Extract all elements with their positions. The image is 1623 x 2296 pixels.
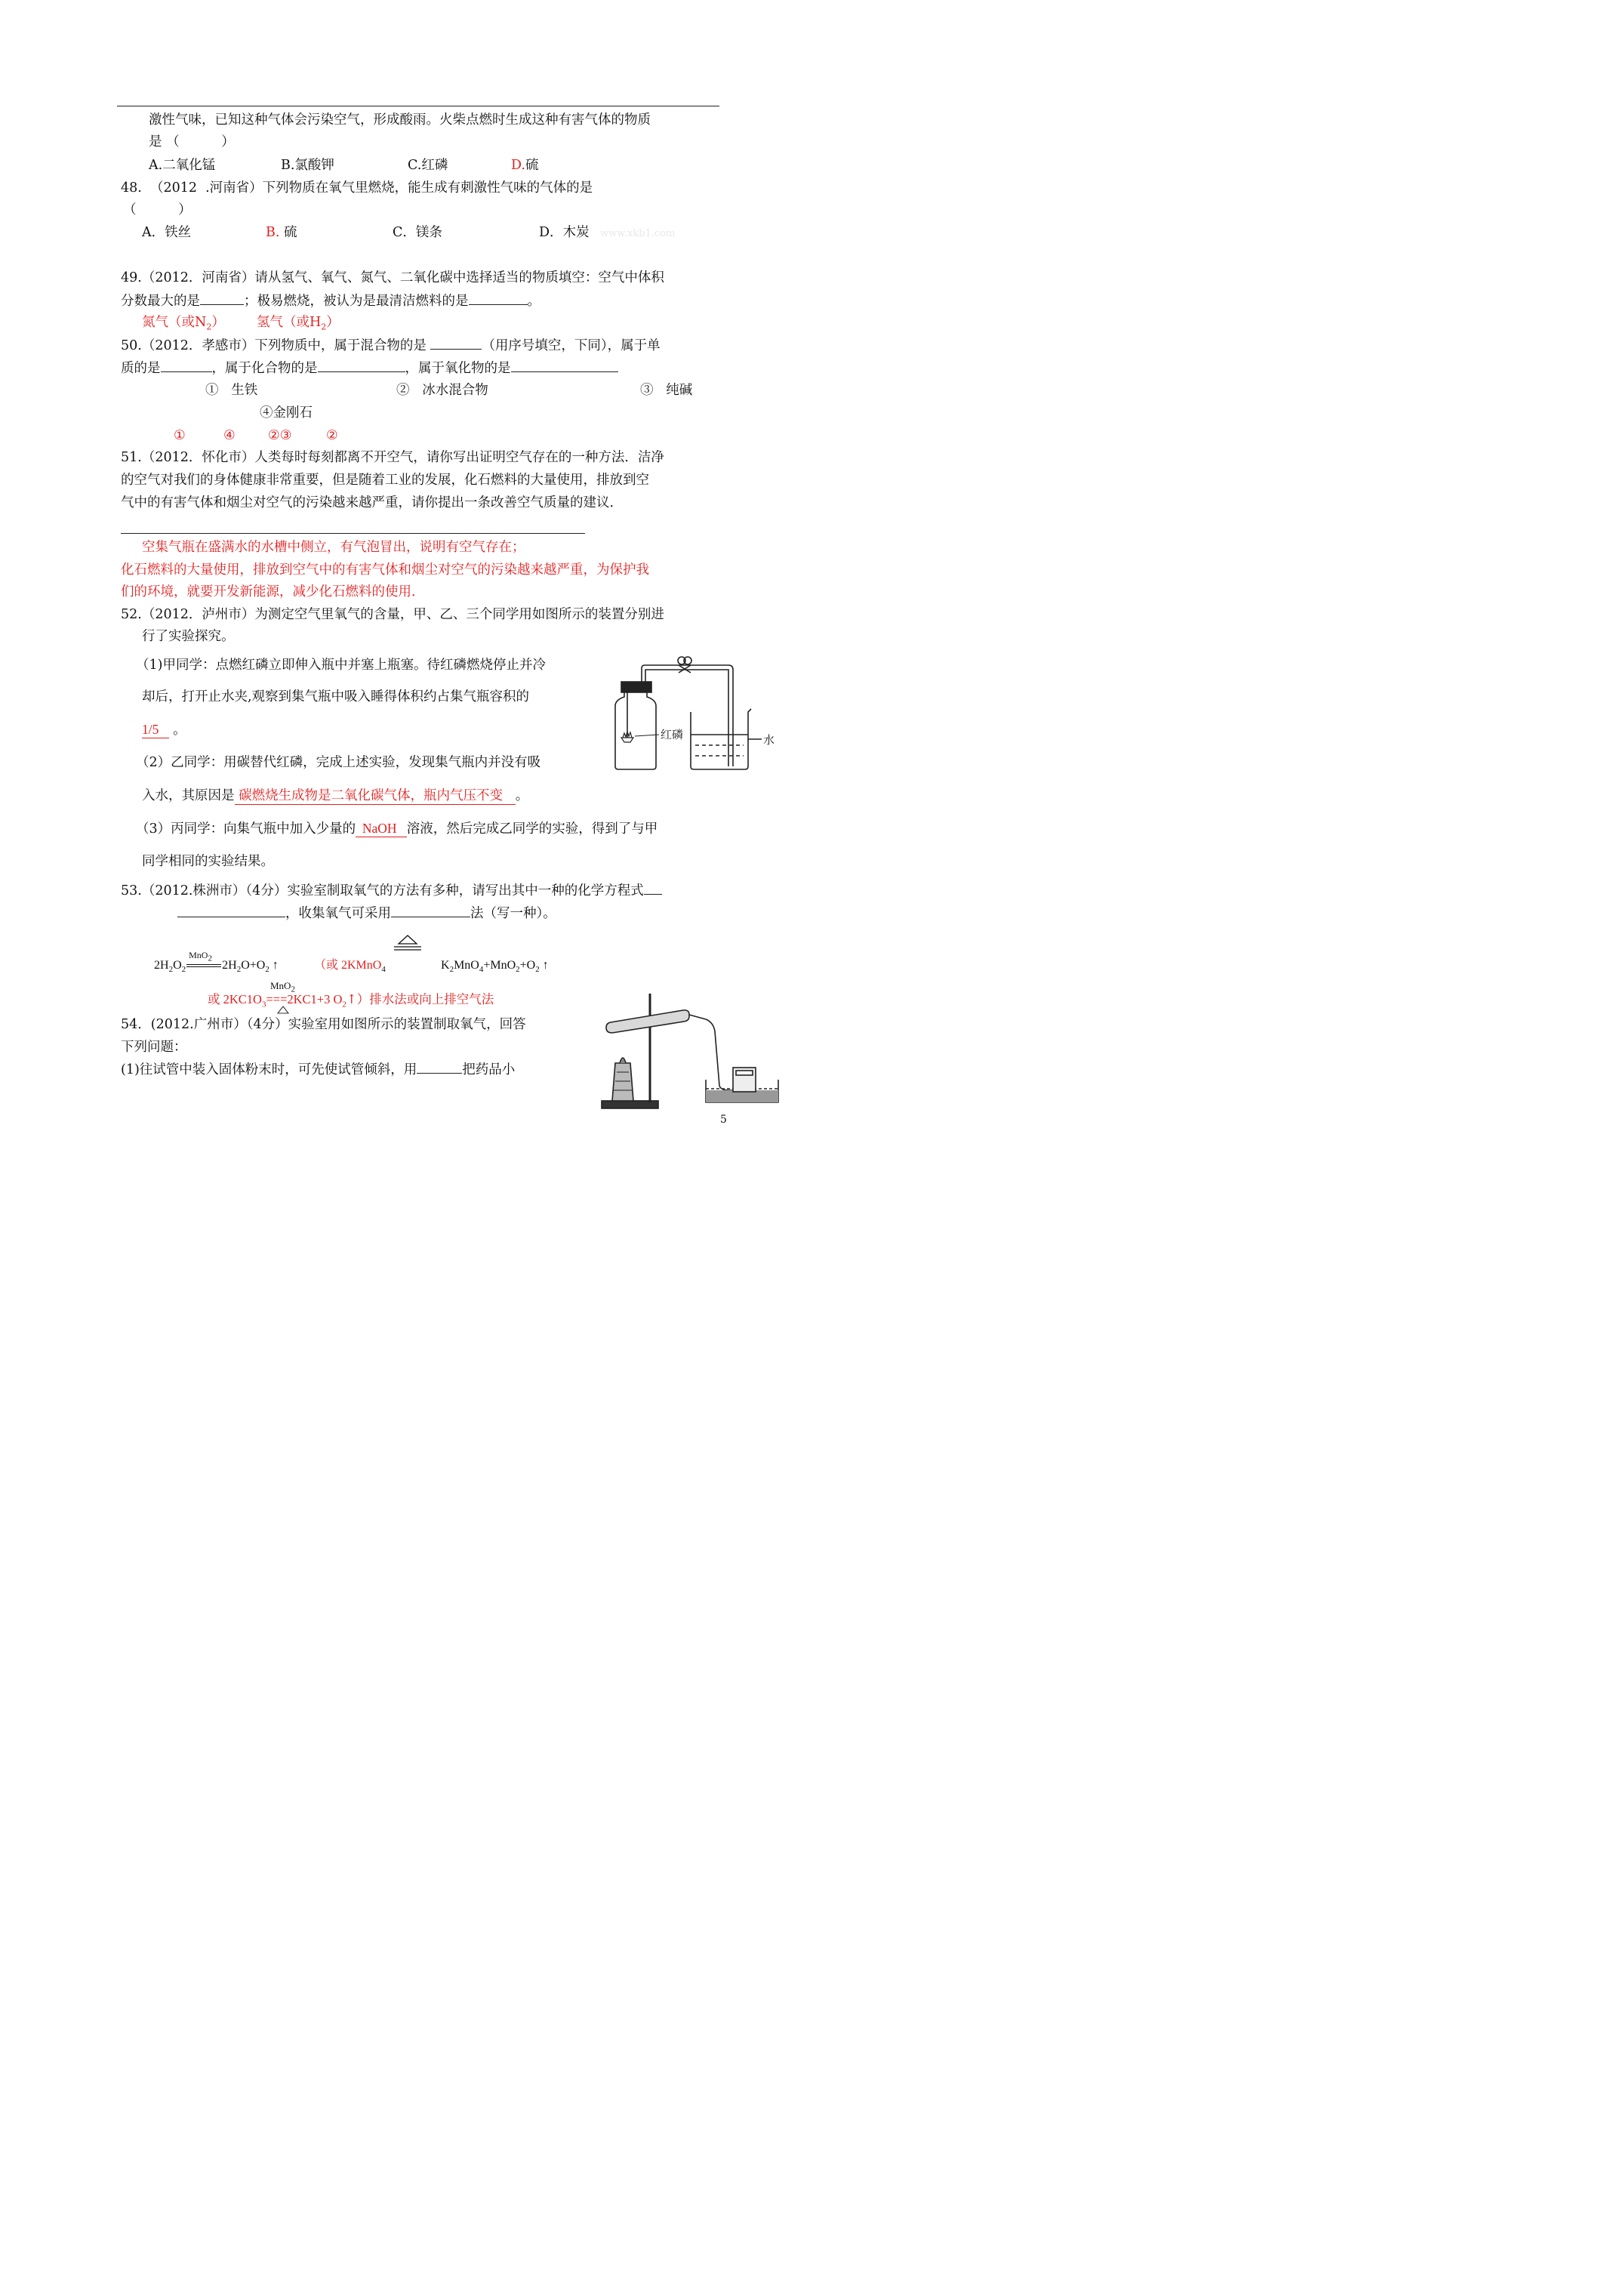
heat-triangle-kclo3 <box>276 1005 290 1014</box>
q52-part1-b: 却后，打开止水夹,观察到集气瓶中吸入睡得体积约占集气瓶容积的 <box>142 689 530 704</box>
water-label: 水 <box>763 733 775 747</box>
q54-line3: (1)往试管中装入固体粉末时，可先使试管倾斜，用 把药品小 <box>121 1062 516 1077</box>
q47-option-a: A.二氧化锰 <box>149 158 216 173</box>
q47-option-d: D.硫 <box>511 158 539 173</box>
oxygen-measurement-apparatus-figure <box>600 646 778 774</box>
q50-item-1: ① 生铁 <box>205 383 258 398</box>
q53-equation-kmno4-products: $K_2MnO_4+MnO_2+O_2$ ↑ <box>441 959 549 975</box>
q51-line1: 51.（2012．怀化市）人类每时每刻都离不开空气，请你写出证明空气存在的一种方法．洁净 <box>121 450 664 465</box>
q54-line1: 54．(2012.广州市）（4分）实验室用如图所示的装置制取氧气，回答 <box>121 1017 526 1032</box>
q48-line2: （ ） <box>123 202 192 217</box>
q50-answer-oxide: ② <box>326 428 338 443</box>
q49-answer-2: 氢气（或$H_2$） <box>257 315 340 332</box>
q52-part2-a: （2）乙同学：用碳替代红磷，完成上述实验，发现集气瓶内并没有吸 <box>136 755 541 770</box>
q48-option-a: A．铁丝 <box>142 225 192 240</box>
watermark: www.xkb1.com <box>600 228 676 239</box>
q50-answer-mixture: ① <box>174 428 186 443</box>
q52-line2: 行了实验探究。 <box>142 629 235 644</box>
q53-line2: ，收集氧气可采用 法（写一种）。 <box>177 905 556 922</box>
q47-line1: 激性气味，已知这种气体会污染空气，形成酸雨。火柴点燃时生成这种有害气体的物质 <box>149 112 651 128</box>
q50-item-2: ② 冰水混合物 <box>396 383 488 398</box>
q52-part3-a: （3）丙同学：向集气瓶中加入少量的 NaOH 溶液，然后完成乙同学的实验，得到了与甲 <box>136 821 658 837</box>
q53-kclo3-condition: MnO$_2$ <box>270 980 295 994</box>
q54-line2: 下列问题： <box>121 1040 187 1055</box>
q51-answer-3: 们的环境，就要开发新能源，减少化石燃料的使用． <box>121 584 425 599</box>
q50-answer-element: ④ <box>223 428 236 443</box>
q49-line1: 49.（2012．河南省）请从氢气、氧气、氮气、二氧化碳中选择适当的物质填空：空气中体积 <box>121 270 664 285</box>
q51-answer-2: 化石燃料的大量使用，排放到空气中的有害气体和烟尘对空气的污染越来越严重，为保护我 <box>121 562 649 578</box>
heat-condition-symbol <box>390 933 426 956</box>
q48-option-b: B. 硫 <box>266 225 297 240</box>
q49-answer-1: 氮气（或$N_2$） <box>142 315 225 332</box>
q52-part2-b: 入水，其原因是 碳燃烧生成物是二氧化碳气体，瓶内气压不变 。 <box>142 788 529 803</box>
q50-item-3: ③ 纯碱 <box>640 383 693 398</box>
q53-answer: 或 $2KC1O_3===2KC1+3$ $O_2↑$）排水法或向上排空气法 <box>208 992 494 1009</box>
q47-option-c: C.红磷 <box>408 158 448 173</box>
q48-line1: 48. （2012 .河南省）下列物质在氧气里燃烧，能生成有刺激性气味的气体的是 <box>121 180 593 196</box>
q50-line2: 质的是 ，属于化合物的是 ，属于氧化物的是 <box>121 359 618 377</box>
q52-part1-answer: 1/5 。 <box>142 722 186 738</box>
q47-line2: 是 （ ） <box>149 134 235 149</box>
q51-answer-1: 空集气瓶在盛满水的水槽中侧立，有气泡冒出，说明有空气存在； <box>142 540 525 555</box>
q50-answer-compound: ②③ <box>268 428 292 443</box>
q48-option-c: C．镁条 <box>393 225 442 240</box>
q50-line1: 50.（2012．孝感市）下列物质中，属于混合物的是 （用序号填空，下同），属于单 <box>121 338 661 353</box>
q51-line2: 的空气对我们的身体健康非常重要，但是随着工业的发展，化石燃料的大量使用，排放到空 <box>121 473 649 488</box>
q47-option-b: B.氯酸钾 <box>281 158 334 173</box>
q53-line1: 53.（2012.株洲市）（4分）实验室制取氧气的方法有多种，请写出其中一种的化学方程式 <box>121 882 662 899</box>
oxygen-preparation-apparatus-figure <box>600 989 785 1114</box>
q51-line3: 气中的有害气体和烟尘对空气的污染越来越严重，请你提出一条改善空气质量的建议． <box>121 495 623 510</box>
page-number: 5 <box>720 1114 727 1126</box>
q52-part3-c: 同学相同的实验结果。 <box>142 854 274 869</box>
red-phosphorus-label: 红磷 <box>661 728 684 741</box>
q53-equation-h2o2: $2H_2O_2$ MnO$_2$ $2H_2O+O_2$ ↑ <box>154 950 279 975</box>
q50-item-4: ④金刚石 <box>260 405 313 421</box>
q52-line1: 52.（2012．泸州市）为测定空气里氧气的含量，甲、乙、三个同学用如图所示的装置分别进 <box>121 607 664 622</box>
q51-answer-blank <box>121 533 585 534</box>
q52-part1-a: （1)甲同学：点燃红磷立即伸入瓶中并塞上瓶塞。待红磷燃烧停止并冷 <box>136 658 546 673</box>
q53-equation-kmno4: （或 2KMnO$_4$ <box>314 959 386 975</box>
q49-line2: 分数最大的是 ；极易燃烧，被认为是最清洁燃料的是 。 <box>121 294 540 309</box>
q48-option-d: D．木炭 <box>539 225 590 240</box>
